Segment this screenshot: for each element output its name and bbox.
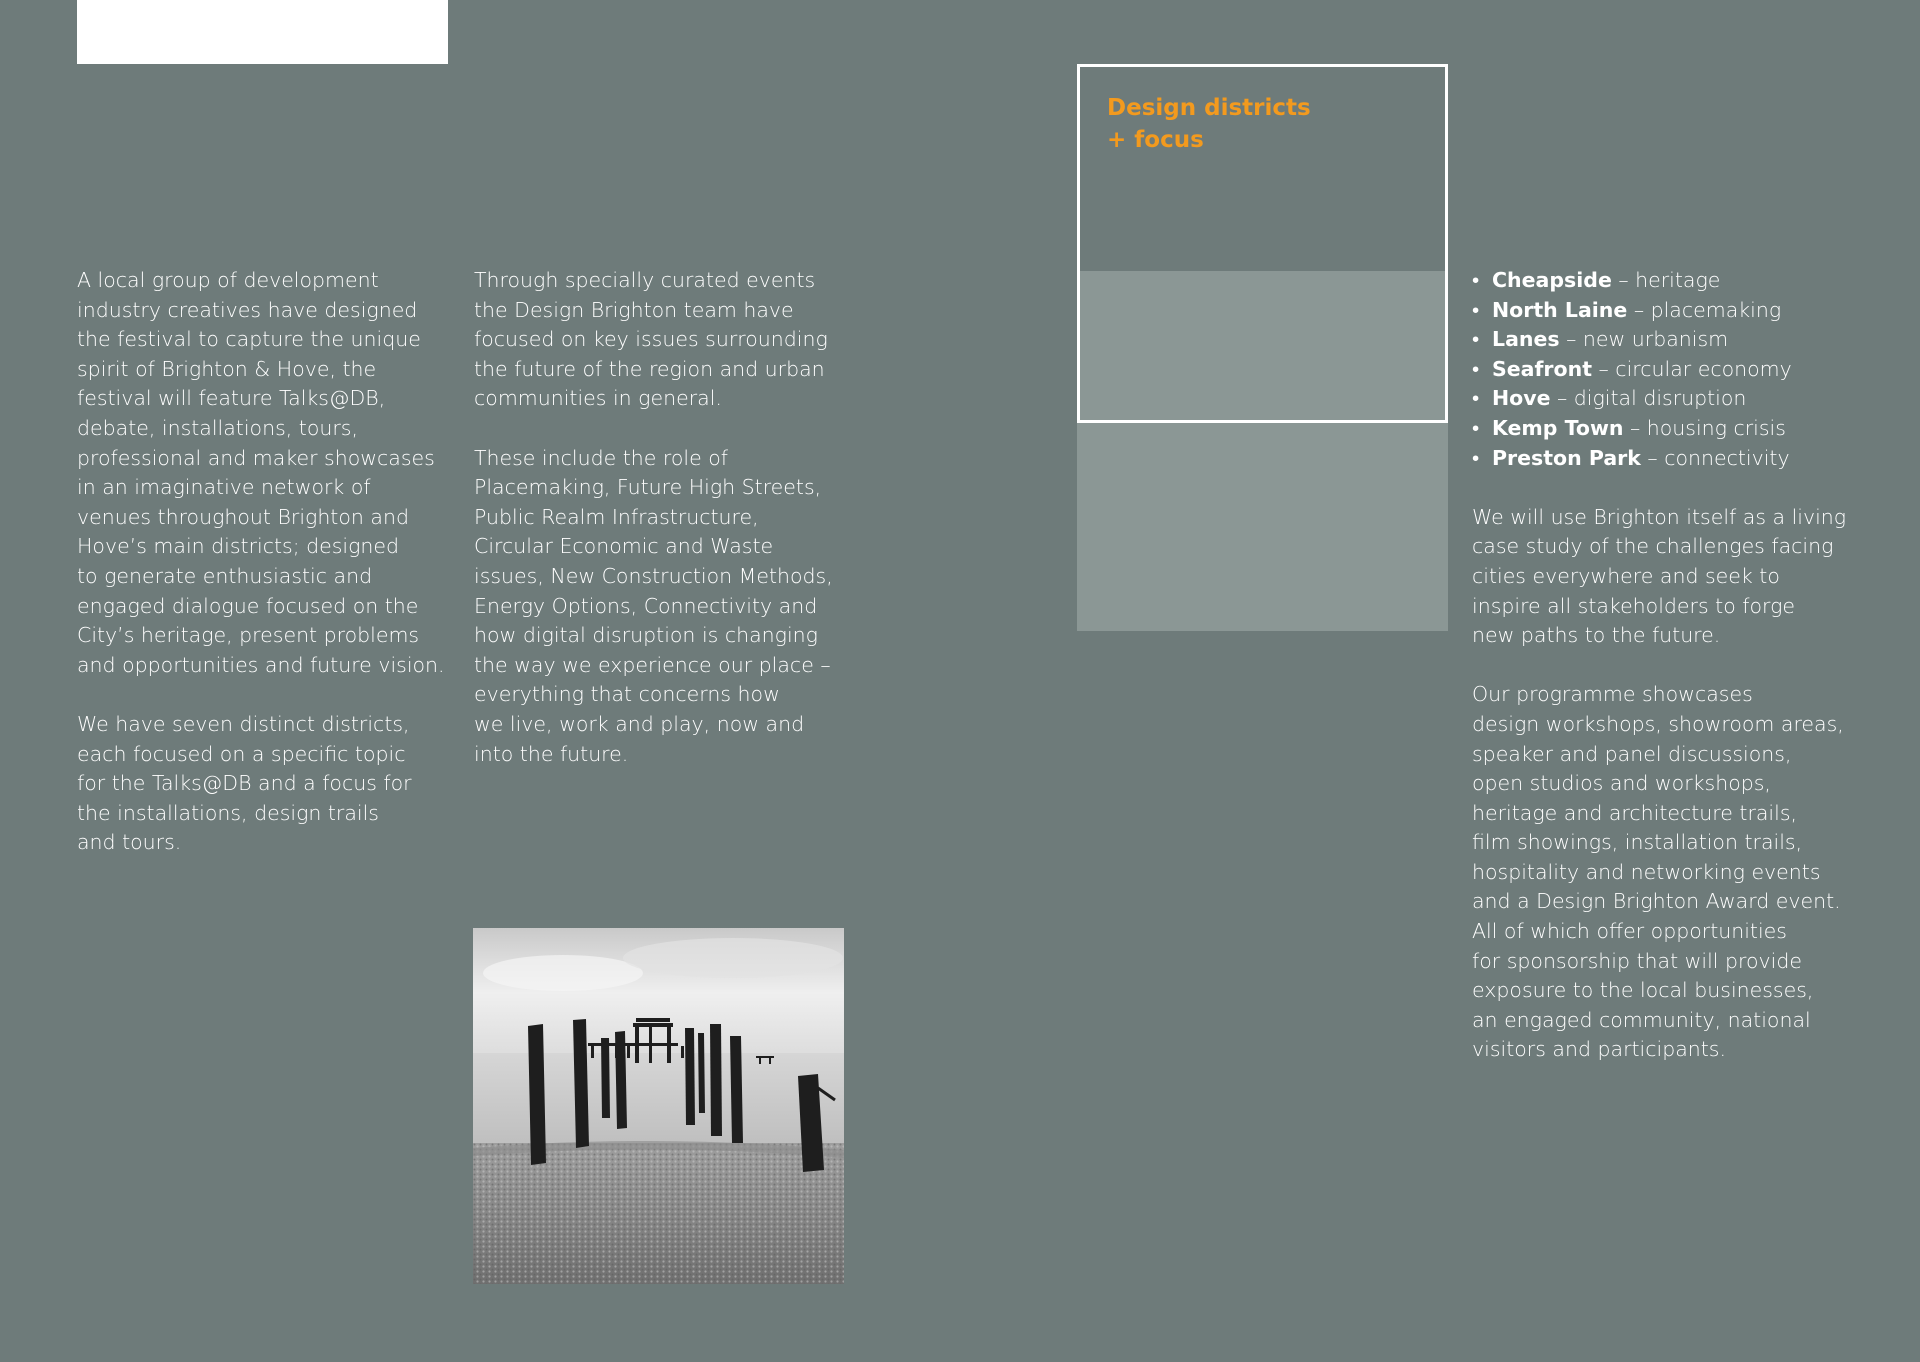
district-name: Hove <box>1492 386 1551 411</box>
districts-list <box>1472 266 1852 473</box>
district-focus: – placemaking <box>1627 297 1782 322</box>
district-name: Preston Park <box>1492 445 1641 470</box>
list-item <box>1472 384 1852 414</box>
district-name: Seafront <box>1492 356 1593 381</box>
pier-photo-image <box>473 928 844 1284</box>
list-item <box>1472 444 1852 474</box>
header-tab-block <box>77 0 448 64</box>
programme-paragraph: Our programme showcases design workshops, showroom areas, speaker and panel discussions, open studios and workshops, heritage and architecture trails, film showings, installation trails, hospitality and networking events and a Design Brighton Award event. All of which offer opportunities for sponsorship that will provide exposure to the local businesses, an engaged community, national visitors and participants. <box>1472 682 1844 1062</box>
list-item <box>1472 355 1852 385</box>
district-focus: – digital disruption <box>1550 386 1747 411</box>
section-title-frame <box>1077 64 1448 423</box>
list-item <box>1472 266 1852 296</box>
intro-paragraph: A local group of development industry creatives have designed the festival to capture the unique spirit of Brighton & Hove, the festival will feature Talks@DB, debate, installations, tours, professional and maker showcases in an imaginative network of venues throughout Brighton and Hove’s main districts; designed to generate enthusiastic and engaged dialogue focused on the City’s heritage, present problems and opportunities and future vision. <box>77 268 445 677</box>
district-name: Kemp Town <box>1492 415 1624 440</box>
districts-column <box>1472 266 1852 1095</box>
district-focus: – new urbanism <box>1559 327 1729 352</box>
case-study-paragraph: We will use Brighton itself as a living case study of the challenges facing cities everywhere and seek to inspire all stakeholders to forge new paths to the future. <box>1472 504 1847 648</box>
district-focus: – heritage <box>1611 268 1721 292</box>
districts-paragraph: We have seven distinct districts, each focused on a specific topic for the Talks@DB and a focus for the installations, design trails and tours. <box>77 711 412 855</box>
district-focus: – connectivity <box>1640 445 1790 470</box>
district-focus: – circular economy <box>1592 356 1792 381</box>
intro-column <box>77 266 447 887</box>
district-name: North Laine <box>1492 297 1628 322</box>
list-item <box>1472 414 1852 444</box>
pier-photo <box>473 928 844 1284</box>
list-item <box>1472 296 1852 326</box>
district-focus: – housing crisis <box>1623 415 1786 440</box>
district-name: Cheapside <box>1492 268 1612 292</box>
topics-paragraph: These include the role of Placemaking, Future High Streets, Public Realm Infrastructure, Circular Economic and Waste issues, New Construction Methods, Energy Options, Connectivity and how digital disruption is changing the way we experience our place – everything that concerns how we live, work and play, now and into the future. <box>474 445 833 766</box>
list-item <box>1472 325 1852 355</box>
events-column <box>474 266 844 799</box>
district-name: Lanes <box>1492 327 1560 352</box>
events-paragraph: Through specially curated events the Design Brighton team have focused on key issues surrounding the future of the region and urban communities in general. <box>474 268 828 411</box>
section-title: Design districts + focus <box>1107 95 1311 153</box>
